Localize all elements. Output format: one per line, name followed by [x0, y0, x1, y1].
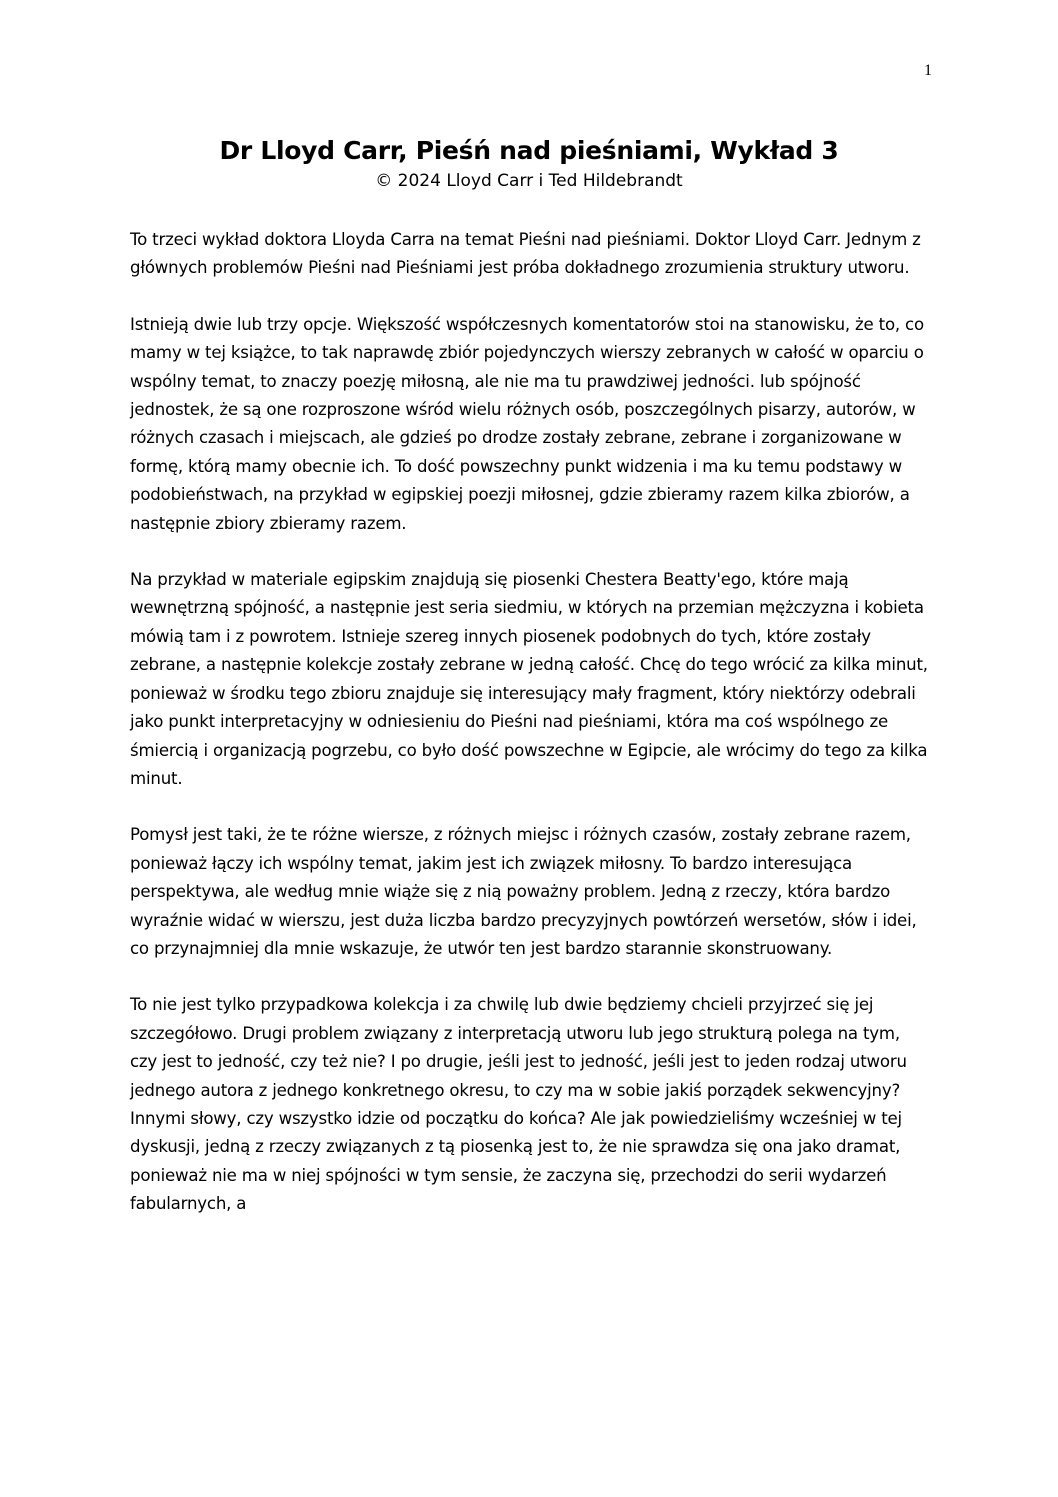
paragraph: Pomysł jest taki, że te różne wiersze, z różnych miejsc i różnych czasów, zostały zebrane razem, ponieważ łączy ich wspólny temat, jakim jest ich związek miłosny. To bardzo interesująca perspektywa, ale według mnie wiąże się z nią poważny problem. Jedną z rzeczy, która bardzo wyraźnie widać w wierszu, jest duża liczba bardzo precyzyjnych powtórzeń wersetów, słów i idei, co przynajmniej dla mnie wskazuje, że utwór ten jest bardzo starannie skonstruowany. [130, 825, 917, 958]
document-header [0, 133, 1058, 193]
document-title: Dr Lloyd Carr, Pieśń nad pieśniami, Wykład 3 [219, 136, 839, 165]
paragraph: To trzeci wykład doktora Lloyda Carra na temat Pieśni nad pieśniami. Doktor Lloyd Carr. Jednym z głównych problemów Pieśni nad Pieśniami jest próba dokładnego zrozumienia struktury utworu. [130, 230, 921, 278]
paragraph: Istnieją dwie lub trzy opcje. Większość współczesnych komentatorów stoi na stanowisku, że to, co mamy w tej książce, to tak naprawdę zbiór pojedynczych wierszy zebranych w całość w oparciu o wspólny temat, to znaczy poezję miłosną, ale nie ma tu prawdziwej jedności. lub spójność jednostek, że są one rozproszone wśród wielu różnych osób, poszczególnych pisarzy, autorów, w różnych czasach i miejscach, ale gdzieś po drodze zostały zebrane, zebrane i zorganizowane w formę, którą mamy obecnie ich. To dość powszechny punkt widzenia i ma ku temu podstawy w podobieństwach, na przykład w egipskiej poezji miłosnej, gdzie zbieramy razem kilka zbiorów, a następnie zbiory zbieramy razem. [130, 314, 924, 533]
paragraph: Na przykład w materiale egipskim znajdują się piosenki Chestera Beatty'ego, które mają wewnętrzną spójność, a następnie jest seria siedmiu, w których na przemian mężczyzna i kobieta mówią tam i z powrotem. Istnieje szereg innych piosenek podobnych do tych, które zostały zebrane, a następnie kolekcje zostały zebrane w jedną całość. Chcę do tego wrócić za kilka minut, ponieważ w środku tego zbioru znajduje się interesujący mały fragment, który niektórzy odebrali jako punkt interpretacyjny w odniesieniu do Pieśni nad pieśniami, która ma coś wspólnego ze śmiercią i organizacją pogrzebu, co było dość powszechne w Egipcie, ale wrócimy do tego za kilka minut. [130, 570, 928, 788]
paragraph: To nie jest tylko przypadkowa kolekcja i za chwilę lub dwie będziemy chcieli przyjrzeć się jej szczegółowo. Drugi problem związany z interpretacją utworu lub jego strukturą polega na tym, czy jest to jedność, czy też nie? I po drugie, jeśli jest to jedność, jeśli jest to jeden rodzaj utworu jednego autora z jednego konkretnego okresu, to czy ma w sobie jakiś porządek sekwencyjny? Innymi słowy, czy wszystko idzie od początku do końca? Ale jak powiedzieliśmy wcześniej w tej dyskusji, jedną z rzeczy związanych z tą piosenką jest to, że nie sprawdza się ona jako dramat, ponieważ nie ma w niej spójności w tym sensie, że zaczyna się, przechodzi do serii wydarzeń fabularnych, a [130, 995, 907, 1214]
page-number: 1 [924, 62, 932, 79]
copyright-line: © 2024 Lloyd Carr i Ted Hildebrandt [375, 171, 683, 191]
document-body [130, 226, 930, 1247]
